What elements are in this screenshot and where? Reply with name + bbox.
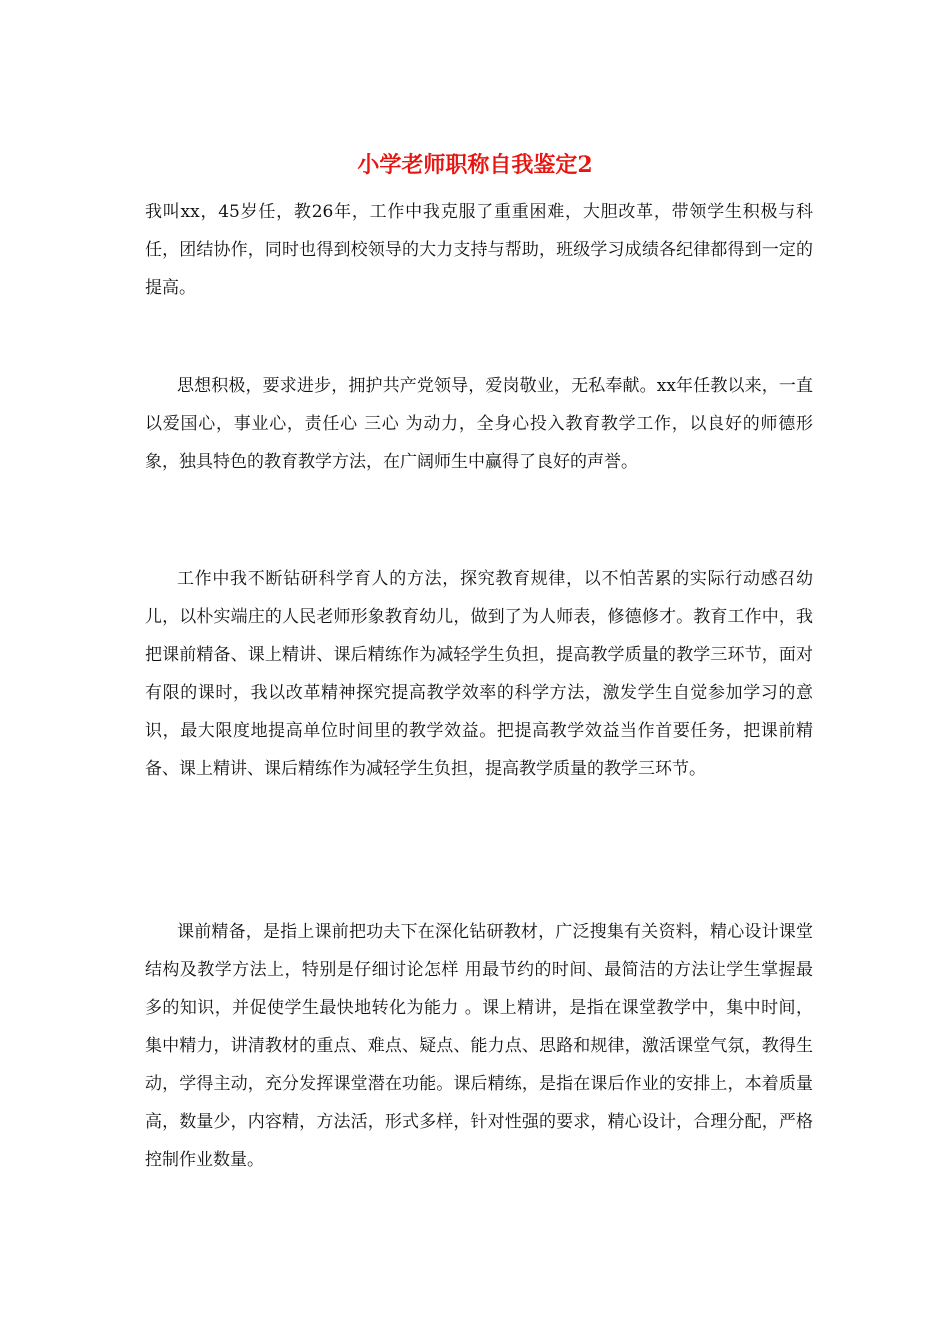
paragraph-1: 我叫xx，45岁任，教26年，工作中我克服了重重困难，大胆改革，带领学生积极与科任，团结协作，同时也得到校领导的大力支持与帮助，班级学习成绩各纪律都得到一定的提高。 — [145, 202, 813, 298]
paragraph-4: 课前精备，是指上课前把功夫下在深化钻研教材，广泛搜集有关资料，精心设计课堂结构及教学方法上，特别是仔细讨论怎样 用最节约的时间、最简洁的方法让学生掌握最多的知识，并促使学生最快地转化为能力 。课上精讲，是指在课堂教学中，集中时间，集中精力，讲清教材的重点、难点、疑点、能力点、思路和规律，激活课堂气氛，教得生动，学得主动，充分发挥课堂潜在功能。课后精练，是指在课后作业的安排上，本着质量高，数量少，内容精，方法活，形式多样，针对性强的要求，精心设计，合理分配，严格控制作业数量。 — [145, 922, 813, 1170]
paragraph-3: 工作中我不断钻研科学育人的方法，探究教育规律，以不怕苦累的实际行动感召幼儿，以朴实端庄的人民老师形象教育幼儿，做到了为人师表，修德修才。教育工作中，我把课前精备、课上精讲、课后精练作为减轻学生负担，提高教学质量的教学三环节，面对有限的课时，我以改革精神探究提高教学效率的科学方法，激发学生自觉参加学习的意识，最大限度地提高单位时间里的教学效益。把提高教学效益当作首要任务，把课前精备、课上精讲、课后精练作为减轻学生负担，提高教学质量的教学三环节。 — [145, 569, 813, 779]
document-title: 小学老师职称自我鉴定2 — [357, 152, 593, 178]
paragraph-2: 思想积极，要求进步，拥护共产党领导，爱岗敬业，无私奉献。xx年任教以来，一直以爱国心，事业心，责任心 三心 为动力，全身心投入教育教学工作，以良好的师德形象，独具特色的教育教学方法，在广阔师生中赢得了良好的声誉。 — [145, 376, 813, 472]
